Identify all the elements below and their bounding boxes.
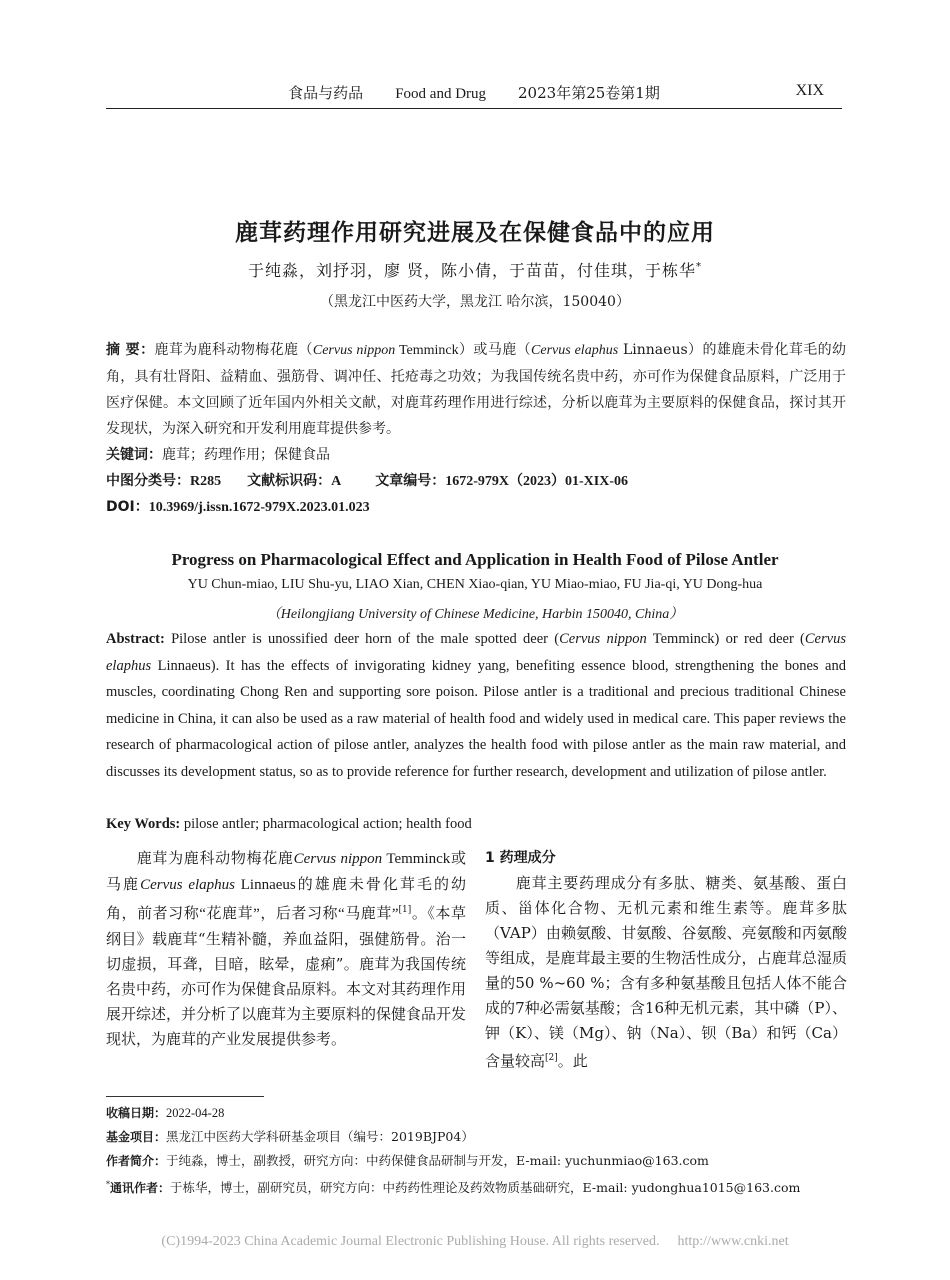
species-name: Cervus elaphus <box>106 631 846 674</box>
abstract-en-text: Pilose antler is unossified deer horn of the male spotted deer ( <box>164 631 560 647</box>
article-number-label: 文章编号： <box>375 473 446 489</box>
author-bio-label: 作者简介： <box>106 1154 167 1168</box>
footnote-divider <box>106 1096 264 1097</box>
authors-cn <box>0 258 950 281</box>
abstract-en-text: Temminck) or red deer ( <box>646 631 805 647</box>
keywords-cn-text: 鹿茸；药理作用；保健食品 <box>162 447 330 463</box>
received-date: 2022-04-28 <box>166 1106 225 1120</box>
journal-info <box>106 82 842 103</box>
copyright-text: (C)1994-2023 China Academic Journal Electronic Publishing House. All rights reserved. <box>161 1234 660 1249</box>
journal-name-en: Food and Drug <box>395 86 487 102</box>
authors-cn-list: 于纯淼，刘抒羽，廖 贤，陈小倩，于苗苗，付佳琪，于栋华 <box>247 261 697 280</box>
fund-label: 基金项目： <box>106 1130 167 1144</box>
species-name: Cervus elaphus <box>140 877 235 893</box>
body-text: 鹿茸为鹿科动物梅花鹿 <box>136 849 294 867</box>
body-text: 鹿茸主要药理成分有多肽、糖类、氨基酸、蛋白质、甾体化合物、无机元素和维生素等。鹿茸多肽（VAP）由赖氨酸、甘氨酸、谷氨酸、亮氨酸和丙氨酸等组成，是鹿茸最主要的生物活性成分，占鹿茸总湿质量的50 %~60 %；含有多种氨基酸且包括人体不能合成的7种必需氨基酸；含16种无机元素，其中磷（P）、钾（K）、镁（Mg）、钠（Na）、钡（Ba）和钙（Ca）含量较高 <box>485 874 847 1070</box>
footnote-fund <box>106 1126 866 1148</box>
fund-text: 黑龙江中医药大学科研基金项目（编号：2019BJP04） <box>166 1129 474 1144</box>
running-header <box>106 78 842 109</box>
journal-name-cn: 食品与药品 <box>288 84 364 102</box>
keywords-en <box>106 811 846 837</box>
body-text: Linnaeus的雄鹿未骨化茸毛的幼角，前者习称“花鹿茸”，后者习称“马鹿茸” <box>106 877 466 922</box>
species-name: Cervus nippon <box>312 343 396 358</box>
citation-ref[interactable]: [1] <box>398 905 412 915</box>
section-heading: 1 药理成分 <box>485 850 556 866</box>
authors-en: YU Chun-miao, LIU Shu-yu, LIAO Xian, CHEN Xiao-qian, YU Miao-miao, FU Jia-qi, YU Dong-hua <box>187 577 763 592</box>
corresponding-mark: * <box>696 261 703 273</box>
species-name: Cervus nippon <box>293 851 383 867</box>
abstract-cn-text: 鹿茸为鹿科动物梅花鹿（ <box>154 342 313 358</box>
abstract-en-text: Linnaeus). It has the effects of invigorating kidney yang, benefiting essence blood, strengthening the bones and muscles, coordinating Chong Ren and supporting sore poison. Pilose antler is a traditional and precious traditional Chinese medicine in China, it can also be used as a raw material of health food and widely used in medical care. This paper reviews the research of pharmacological action of pilose antler, analyzes the health food with pilose antler as the main raw material, and discusses its development status, so as to provide reference for further research, development and utilization of pilose antler. <box>106 657 846 780</box>
footnote-author <box>106 1150 866 1172</box>
abstract-cn-label: 摘 要： <box>106 342 155 358</box>
footnote-received <box>106 1102 866 1124</box>
author-bio-text: 于纯淼，博士，副教授，研究方向：中药保健食品研制与开发，E-mail: yuchunmiao@163.com <box>166 1153 709 1168</box>
abstract-en-label: Abstract: <box>106 631 165 647</box>
article-number-value: 1672-979X（2023）01-XIX-06 <box>445 474 629 489</box>
doi-label: DOI： <box>106 499 149 515</box>
corresponding-mark: * <box>106 1180 110 1189</box>
journal-issue: 2023年第25卷第1期 <box>518 84 660 102</box>
paper-title-en: Progress on Pharmacological Effect and Application in Health Food of Pilose Antler <box>171 550 779 569</box>
paper-title-cn: 鹿茸药理作用研究进展及在保健食品中的应用 <box>235 220 715 246</box>
section-1 <box>485 846 847 1074</box>
affiliation-cn: （黑龙江中医药大学，黑龙江 哈尔滨，150040） <box>320 294 630 310</box>
keywords-cn <box>106 442 846 468</box>
keywords-en-text: pilose antler; pharmacological action; health food <box>180 816 472 832</box>
body-text: Temminck或马鹿 <box>106 851 466 893</box>
cnki-link[interactable]: http://www.cnki.net <box>677 1234 789 1249</box>
page-number: XIX <box>795 82 824 99</box>
doi-line <box>106 494 846 521</box>
species-name: Cervus elaphus <box>531 343 619 358</box>
clc-label: 中图分类号： <box>106 473 190 489</box>
body-text: 。《本草纲目》载鹿茸“生精补髓，养血益阳，强健筋骨。治一切虚损，耳聋，目暗，眩晕，虚痢”。鹿茸为我国传统名贵中药，亦可作为保健食品原料。本文对其药理作用展开综述，并分析了以鹿茸为主要原料的保健食品开发现状，为鹿茸的产业发展提供参考。 <box>106 904 467 1048</box>
affiliation-en: （Heilongjiang University of Chinese Medicine, Harbin 150040, China） <box>266 607 684 622</box>
citation-ref[interactable]: [2] <box>545 1053 558 1063</box>
footnote-corresponding <box>106 1174 866 1199</box>
corresponding-label: 通讯作者： <box>110 1181 171 1196</box>
species-name: Cervus nippon <box>559 631 647 647</box>
body-text: 。此 <box>557 1052 588 1070</box>
keywords-cn-label: 关键词： <box>106 447 162 463</box>
abstract-cn-text: Temminck）或马鹿（ <box>395 343 532 358</box>
body-intro <box>106 846 466 1052</box>
section-1-text <box>485 871 847 1074</box>
clc-value: R285 <box>190 474 222 489</box>
copyright-line <box>0 1234 950 1250</box>
received-label: 收稿日期： <box>106 1106 167 1120</box>
classification-line <box>106 468 846 495</box>
abstract-cn-text: Linnaeus）的雄鹿未骨化茸毛的幼角，具有壮肾阳、益精血、强筋骨、调冲任、托疮毒之功效；为我国传统名贵中药，亦可作为保健食品原料，广泛用于医疗保健。本文回顾了近年国内外相关文献，对鹿茸药理作用进行综述，分析以鹿茸为主要原料的保健食品，探讨其开发现状，为深入研究和开发利用鹿茸提供参考。 <box>106 342 847 437</box>
keywords-en-label: Key Words: <box>106 816 181 832</box>
doc-code-label: 文献标识码： <box>247 473 332 489</box>
abstract-cn <box>106 337 846 442</box>
corresponding-text: 于栋华，博士，副研究员，研究方向：中药药性理论及药效物质基础研究，E-mail: yudonghua1015@163.com <box>170 1180 801 1196</box>
doc-code-value: A <box>331 474 342 489</box>
doi-value[interactable]: 10.3969/j.issn.1672-979X.2023.01.023 <box>148 500 370 515</box>
abstract-en <box>106 626 846 785</box>
